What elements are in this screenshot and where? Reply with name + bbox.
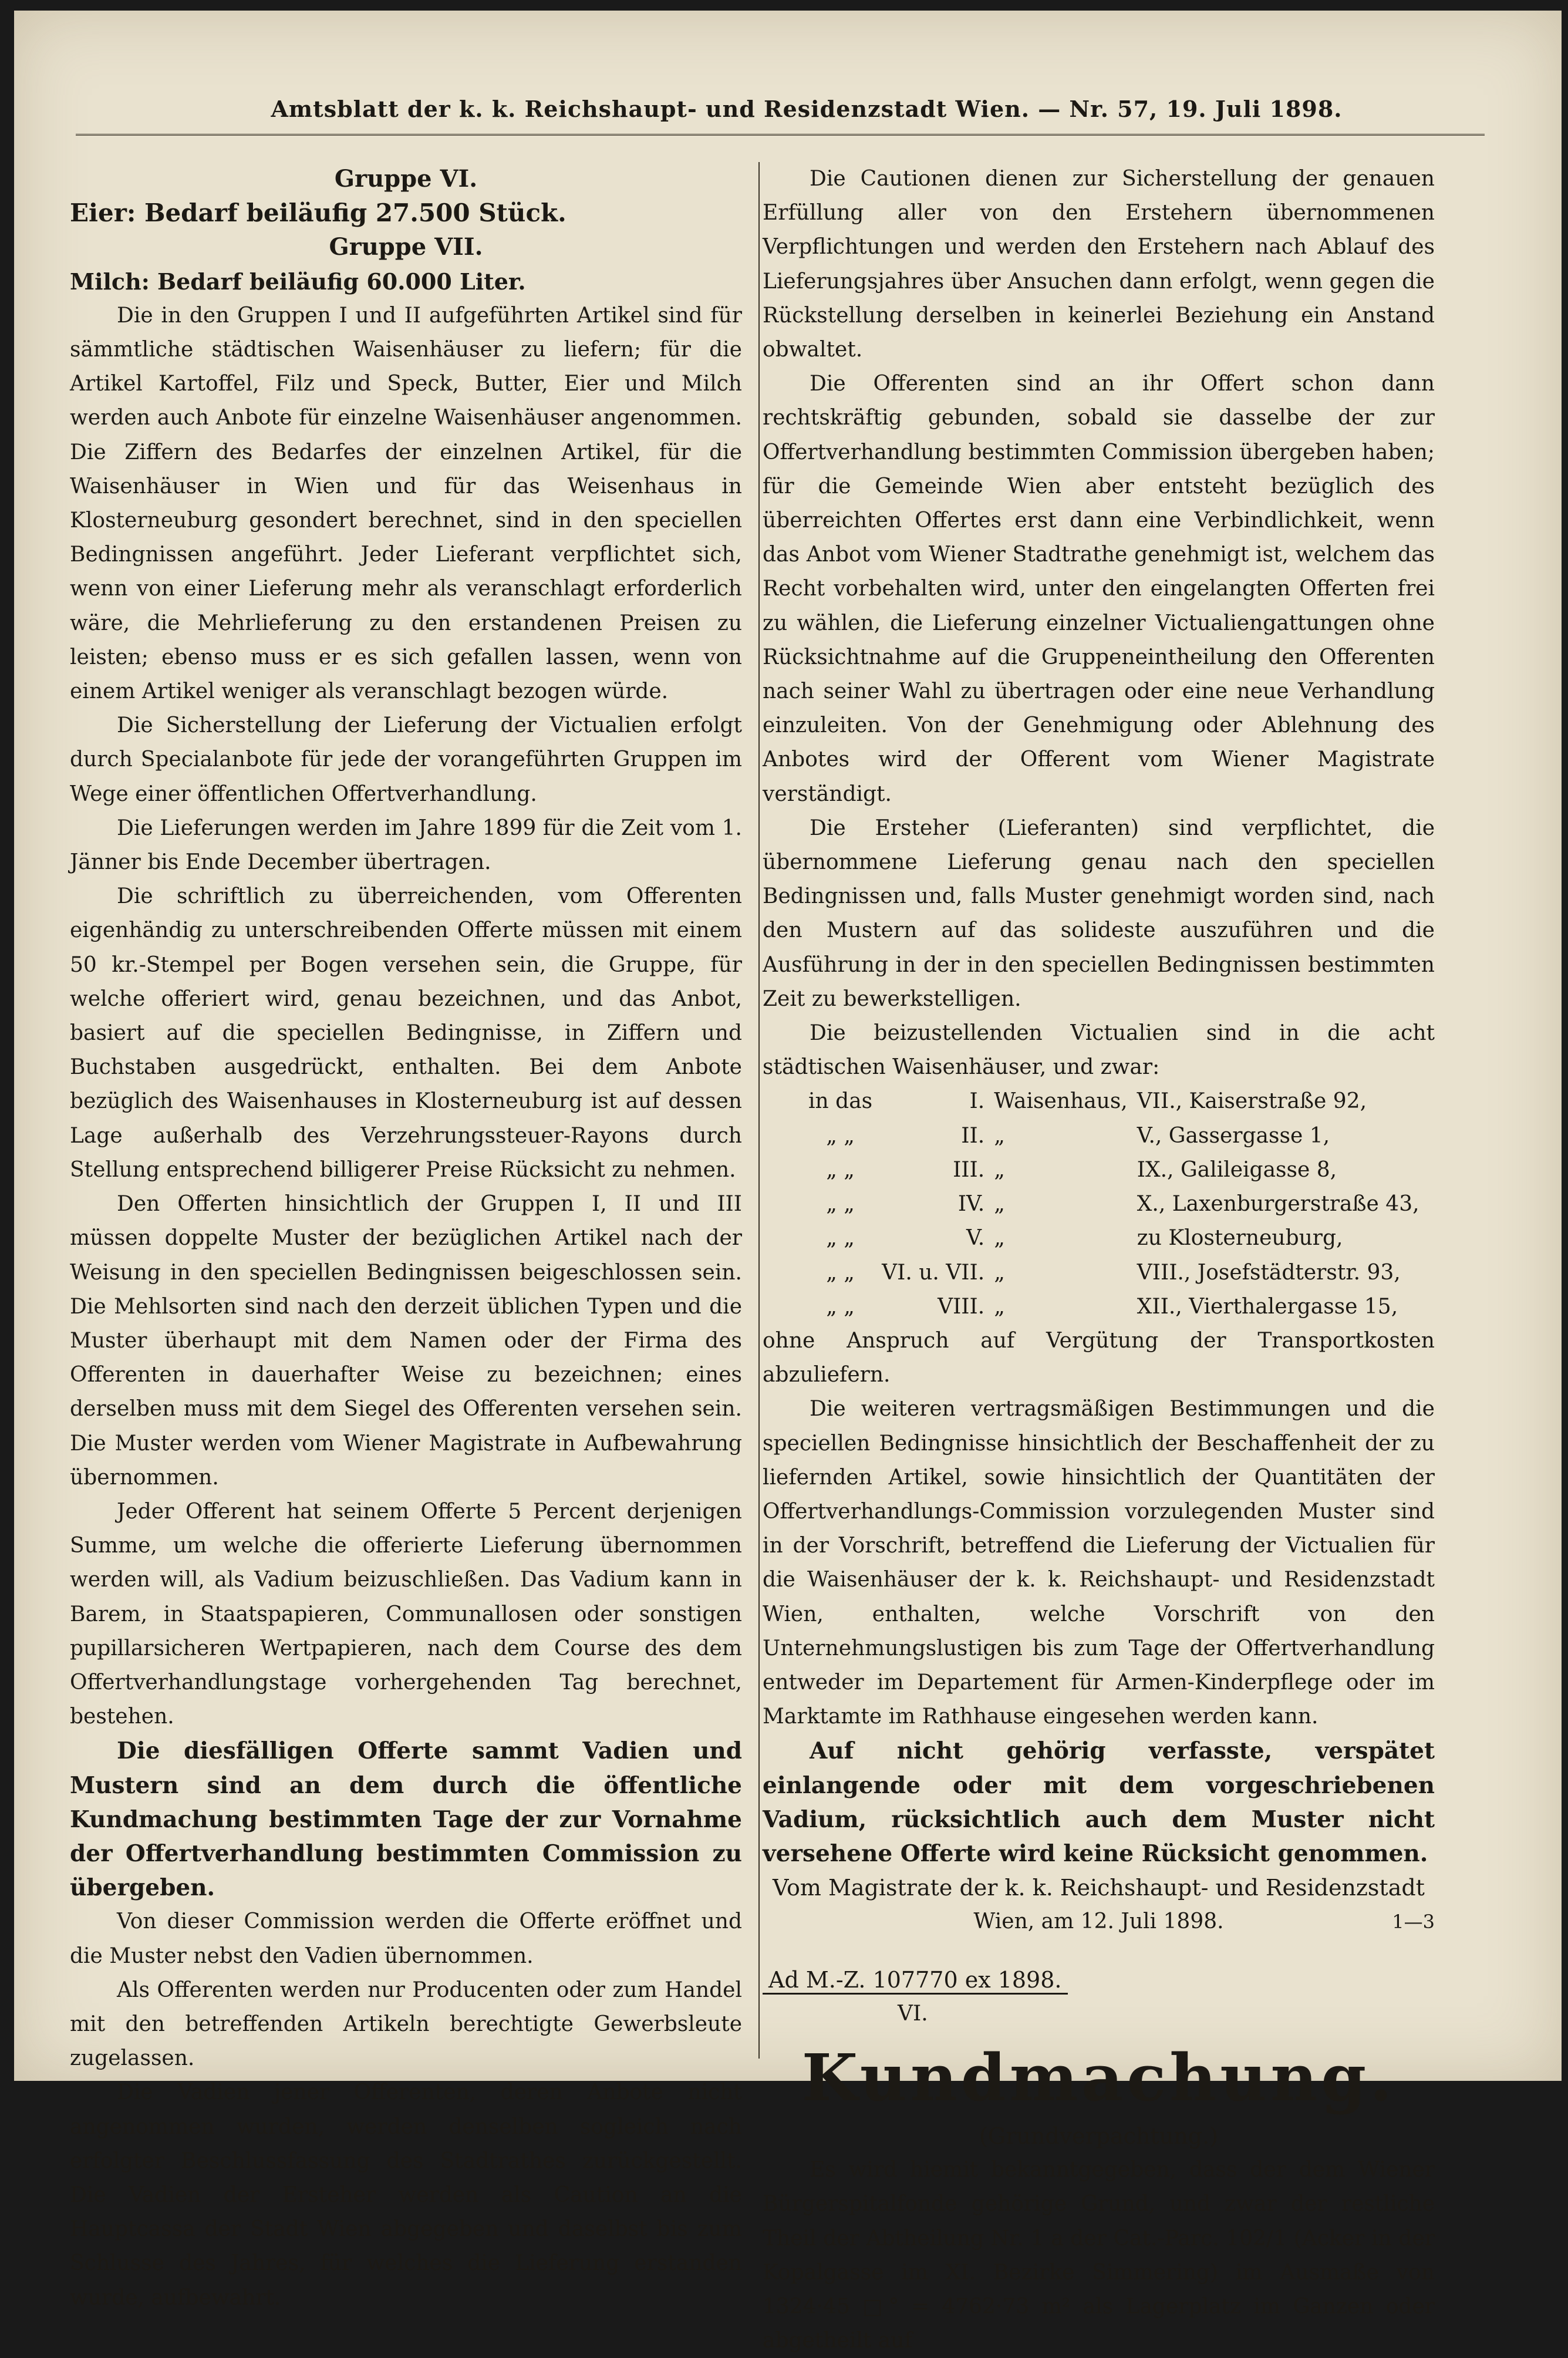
paragraph-bold: Die diesfälligen Offerte sammt Vadien und Mustern sind an dem durch die öffentliche Kundmachung bestimmten Tage der zur Vornahme der Offertverhandlung bestimmten Commission zu übergeben. <box>70 1737 742 1902</box>
orphanage-address: X., Laxenburgerstraße 43, <box>1137 1192 1419 1217</box>
group7-text: Milch: Bedarf beiläufig 60.000 Liter. <box>70 268 526 295</box>
address-row <box>804 1119 1424 1153</box>
group6-heading: Gruppe VI. <box>334 165 478 193</box>
serial-number: 1—3 <box>1392 1911 1435 1933</box>
paragraph: Die Offerenten sind an ihr Offert schon dann rechtskräftig gebunden, sobald sie dasselbe der zur Offertverhandlung bestimmten Commission übergeben haben; für die Gemeinde Wien aber entsteht bezüglich des überreichten Offertes erst dann eine Verbindlichkeit, wenn das Anbot vom Wiener Stadtrathe genehmigt ist, welchem das Recht vorbehalten wird, unter den eingelangten Offerten frei zu wählen, die Lieferung einzelner Victualiengattungen ohne Rücksichtnahme auf die Gruppeneintheilung den Offerenten nach seiner Wahl zu übertragen oder eine neue Verhandlung einzuleiten. Von der Genehmigung oder Ablehnung des Anbotes wird der Offerent vom Wiener Magistrate verständigt. <box>763 372 1435 806</box>
paragraph: Die weiteren vertragsmäßigen Bestimmungen und die speciellen Bedingnisse hinsichtlich der Beschaffenheit der zu liefernden Artikel, sowie hinsichtlich der Quantitäten der Offertverhandlungs-Commission vorzulegenden Muster sind in der Vorschrift, betreffend die Lieferung der Victualien für die Waisenhäuser der k. k. Reichshaupt- und Residenzstadt Wien, enthalten, welche Vorschrift von den Unternehmungslustigen bis zum Tage der Offertverhandlung entweder im Departement für Armen-Kinderpflege oder im Marktamte im Rathhause eingesehen werden kann. <box>763 1397 1435 1729</box>
address-row <box>804 1290 1424 1324</box>
orphanage-label: „ <box>994 1260 1005 1285</box>
section-number: VI. <box>898 2001 928 2026</box>
paragraph: Die Vadien jener Offerenten, deren Anbote nicht angenommen wurden, werden denselben sogleich nach erfolgter Beschlussfassung des Stadtrathes zurückgestellt. Die Vadien der Ersteher werden als Caution an die Hauptcassa der Stadt Wien abgegeben und daselbst bis zum Schlusse des Jahres, für welches die Lieferung erstanden wurde, aufbewahrt. <box>70 2080 742 2310</box>
address-prefix: „ „ <box>826 1123 855 1148</box>
orphanage-number: I. <box>969 1089 985 1114</box>
left-column <box>70 162 742 2315</box>
address-prefix: „ „ <box>826 1294 855 1319</box>
kundmachung-title: Kundmachung. <box>801 2039 1396 2116</box>
address-prefix: „ „ <box>826 1260 855 1285</box>
orphanage-label: „ <box>994 1123 1005 1148</box>
dateline-row <box>763 1905 1435 1939</box>
orphanage-label: „ <box>994 1226 1005 1251</box>
paragraph: Die Sicherstellung der Lieferung der Victualien erfolgt durch Specialanbote für jede der vorangeführten Gruppen im Wege einer öffentlichen Offertverhandlung. <box>70 713 742 806</box>
address-prefix: „ „ <box>826 1226 855 1251</box>
address-prefix: „ „ <box>826 1192 855 1217</box>
orphanage-number: IV. <box>957 1192 985 1217</box>
orphanage-address: V., Gassergasse 1, <box>1137 1123 1330 1148</box>
paragraph: Die beizustellenden Victualien sind in die acht städtischen Waisenhäuser, und zwar: <box>763 1021 1435 1080</box>
reference-line <box>763 1963 1435 1997</box>
orphanage-address-table <box>804 1084 1424 1323</box>
orphanage-number: VIII. <box>938 1294 985 1319</box>
orphanage-number: V. <box>966 1226 985 1251</box>
paragraph: Den Offerten hinsichtlich der Gruppen I, II und III müssen doppelte Muster der bezüglichen Artikel nach der Weisung in den speciellen Bedingnissen beigeschlossen sein. Die Mehlsorten sind nach den derzeit üblichen Typen und die Muster überhaupt mit dem Namen oder der Firma des Offerenten in dauerhafter Weise zu bezeichnen; eines derselben muss mit dem Siegel des Offerenten versehen sein. Die Muster werden vom Wiener Magistrate in Aufbewahrung übernommen. <box>70 1192 742 1490</box>
newspaper-page <box>14 11 1562 2353</box>
group6-text: Eier: Bedarf beiläufig 27.500 Stück. <box>70 198 566 228</box>
orphanage-address: XII., Vierthalergasse 15, <box>1137 1294 1398 1319</box>
paragraph: Von dieser Commission werden die Offerte eröffnet und die Muster nebst den Vadien übernommen. <box>70 1909 742 1968</box>
orphanage-number: II. <box>961 1123 985 1148</box>
address-prefix: in das <box>808 1089 873 1114</box>
orphanage-label: Waisenhaus, <box>994 1089 1128 1114</box>
orphanage-label: „ <box>994 1157 1005 1182</box>
address-row <box>804 1187 1424 1221</box>
paragraph: Die Lieferungen werden im Jahre 1899 für die Zeit vom 1. Jänner bis Ende December übertragen. <box>70 816 742 875</box>
signature-line: Vom Magistrate der k. k. Reichshaupt- und Residenzstadt <box>773 1875 1425 1901</box>
orphanage-label: „ <box>994 1294 1005 1319</box>
orphanage-address: VIII., Josefstädterstr. 93, <box>1137 1260 1401 1285</box>
paragraph: Als Offerenten werden nur Producenten oder zum Handel mit den betreffenden Artikeln berechtigte Gewerbsleute zugelassen. <box>70 1978 742 2071</box>
address-row <box>804 1084 1424 1119</box>
paragraph: Die in den Gruppen I und II aufgeführten Artikel sind für sämmtliche städtischen Waisenhäuser zu liefern; für die Artikel Kartoffel, Filz und Speck, Butter, Eier und Milch werden auch Anbote für einzelne Waisenhäuser angenommen. Die Ziffern des Bedarfes der einzelnen Artikel, für die Waisenhäuser in Wien und für das Weisenhaus in Klosterneuburg gesondert berechnet, sind in den speciellen Bedingnissen angeführt. Jeder Lieferant verpflichtet sich, wenn von einer Lieferung mehr als veranschlagt erforderlich wäre, die Mehrlieferung zu den erstandenen Preisen zu leisten; ebenso muss er es sich gefallen lassen, wenn von einem Artikel weniger als veranschlagt bezogen würde. <box>70 303 742 704</box>
reference-number: Ad M.-Z. 107770 ex 1898. <box>763 1967 1068 1995</box>
group7-heading: Gruppe VII. <box>329 233 483 261</box>
paragraph: Die Ersteher (Lieferanten) sind verpflichtet, die übernommene Lieferung genau nach den speciellen Bedingnissen und, falls Muster genehmigt worden sind, nach den Mustern auf das solideste auszuführen und die Ausführung in der in den speciellen Bedingnissen bestimmten Zeit zu bewerkstelligen. <box>763 816 1435 1011</box>
paragraph: Die Cautionen dienen zur Sicherstellung der genauen Erfüllung aller von den Erstehern übernommenen Verpflichtungen und werden den Erstehern nach Ablauf des Lieferungsjahres über Ansuchen dann erfolgt, wenn gegen die Rückstellung derselben in keinerlei Beziehung ein Anstand obwaltet. <box>763 167 1435 362</box>
address-row <box>804 1221 1424 1255</box>
address-prefix: „ „ <box>826 1157 855 1182</box>
paragraph: ohne Anspruch auf Vergütung der Transportkosten abzuliefern. <box>763 1328 1435 1387</box>
address-row <box>804 1256 1424 1290</box>
paragraph: Die schriftlich zu überreichenden, vom Offerenten eigenhändig zu unterschreibenden Offerte müssen mit einem 50 kr.-Stempel per Bogen versehen sein, die Gruppe, für welche offeriert wird, genau bezeichnen, und das Anbot, basiert auf die speciellen Bedingnisse, in Ziffern und Buchstaben ausgedrückt, enthalten. Bei dem Anbote bezüglich des Waisenhauses in Klosterneuburg ist auf dessen Lage außerhalb des Verzehrungssteuer-Rayons durch Stellung entsprechend billigerer Preise Rücksicht zu nehmen. <box>70 884 742 1182</box>
kundmachung-subtitle: (Grundverpachtung.) <box>979 2123 1218 2149</box>
dateline: Wien, am 12. Juli 1898. <box>973 1909 1224 1934</box>
orphanage-address: IX., Galileigasse 8, <box>1137 1157 1337 1182</box>
kundmachung-text: Es wird hiemit bekanntgegeben, dass der dem Wiener Bürgerspitalfonde gehörige Grund, und zwar der restliche Theil der Abtheilung Nr. 1 a der Cat.-Parc. 102/1 (Acker in der Kopalgasse im XI. Bezirke Simmering) im Ausmaße von 1324·45 □° = 4762·73 m² als Lagerplatz im Ganzen oder abgetheilt auf <box>763 2158 1435 2353</box>
orphanage-address: zu Klosterneuburg, <box>1137 1226 1343 1251</box>
orphanage-number: III. <box>953 1157 985 1182</box>
orphanage-address: VII., Kaiserstraße 92, <box>1137 1089 1367 1114</box>
right-column <box>763 162 1435 2358</box>
header-rule <box>76 134 1485 142</box>
orphanage-label: „ <box>994 1192 1005 1217</box>
paragraph-bold: Auf nicht gehörig verfasste, verspätet einlangende oder mit dem vorgeschriebenen Vadium, rücksichtlich auch dem Muster nicht versehene Offerte wird keine Rücksicht genommen. <box>763 1737 1435 1867</box>
column-divider <box>758 162 760 2059</box>
orphanage-number: VI. u. VII. <box>882 1260 985 1285</box>
address-row <box>804 1153 1424 1187</box>
page-header: Amtsblatt der k. k. Reichshaupt- und Residenzstadt Wien. — Nr. 57, 19. Juli 1898. <box>271 96 1343 122</box>
paragraph: Jeder Offerent hat seinem Offerte 5 Percent derjenigen Summe, um welche die offerierte Lieferung übernommen werden will, als Vadium beizuschließen. Das Vadium kann in Barem, in Staatspapieren, Communallosen oder sonstigen pupillarsicheren Wertpapieren, nach dem Course des dem Offertverhandlungstage vorhergehenden Tag berechnet, bestehen. <box>70 1499 742 1729</box>
